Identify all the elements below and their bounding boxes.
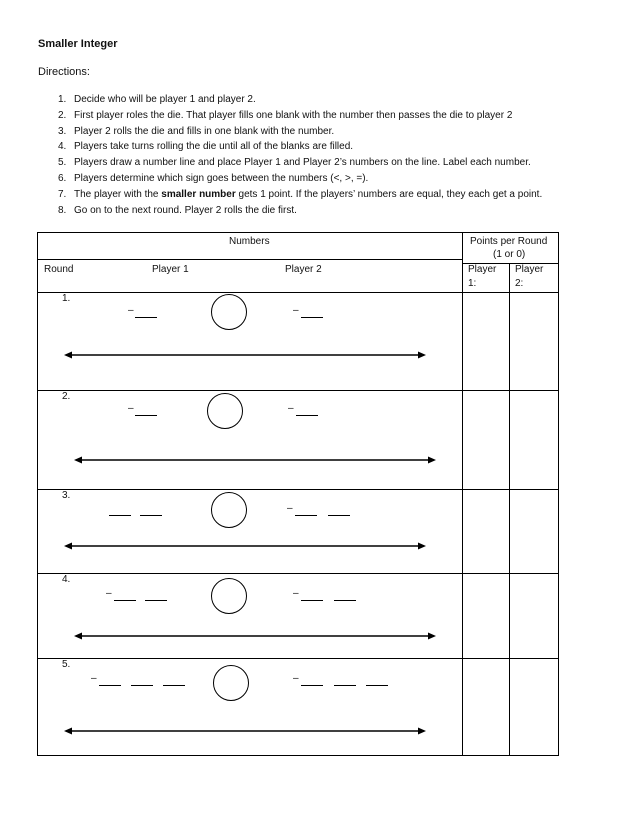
round-number: 1. [62,293,71,304]
direction-text: Players determine which sign goes between the numbers (<, >, =). [74,172,369,184]
direction-item [38,155,618,171]
comparison-sign-circle [211,492,247,528]
direction-text: Decide who will be player 1 and player 2. [74,94,256,105]
direction-text-after: gets 1 point. If the players’ numbers are equal, they each get a point. [235,188,543,200]
direction-number: 7. [58,188,67,200]
player2-blank [334,685,356,686]
points-player2-header: Player [515,264,544,275]
round-number: 4. [62,574,71,585]
points-player2-header-sub: 2: [515,278,524,289]
header-divider [38,259,462,260]
round-divider [38,390,558,391]
player2-blank [328,515,350,516]
player1-blank [140,515,162,516]
direction-item [38,187,618,203]
points-player1-header: Player [468,264,497,275]
direction-number: 5. [58,157,67,169]
direction-text: Players draw a number line and place Player 1 and Player 2’s numbers on the line. Label each number. [74,157,531,169]
direction-item [38,108,618,124]
player2-blank [366,685,388,686]
direction-text: Go on to the next round. Player 2 rolls the die first. [74,204,297,216]
player1-blank [109,515,131,516]
round-divider [38,573,558,574]
direction-item [38,203,618,219]
round-header: Round [44,264,74,275]
direction-number: 6. [58,172,67,184]
directions-list [38,92,618,218]
number-line [64,726,426,736]
negative-sign: – [91,673,97,684]
player1-header: Player 1 [152,264,189,275]
round-divider [38,489,558,490]
direction-number: 8. [58,204,67,216]
direction-item [38,92,618,108]
direction-number: 4. [58,141,67,153]
directions-label: Directions: [38,66,90,78]
numbers-points-divider [462,233,463,755]
direction-item [38,171,618,187]
player1-blank [99,685,121,686]
header-bottom-line [38,292,558,293]
player2-blank [334,600,356,601]
number-line [64,350,426,360]
negative-sign: – [106,588,112,599]
negative-sign: – [293,305,299,316]
direction-number: 1. [58,94,67,105]
direction-item [38,139,618,155]
player2-blank [296,415,318,416]
number-line [64,541,426,551]
direction-item [38,124,618,140]
player1-blank [163,685,185,686]
direction-text: Players take turns rolling the die until all of the blanks are filled. [74,141,354,153]
negative-sign: – [287,503,293,514]
negative-sign: – [128,305,134,316]
number-line [74,631,436,641]
player1-blank [135,317,157,318]
direction-emphasis: smaller number [161,188,236,200]
points-player1-header-sub: 1: [468,278,477,289]
round-number: 3. [62,490,71,501]
direction-text: Player 2 rolls the die and fills in one blank with the number. [74,125,335,137]
player1-blank [145,600,167,601]
comparison-sign-circle [207,393,243,429]
negative-sign: – [293,673,299,684]
player1-blank [131,685,153,686]
player1-blank [114,600,136,601]
round-number: 2. [62,391,71,402]
direction-text: First player roles the die. That player fills one blank with the number then passes the die to player 2 [74,109,513,121]
player2-blank [301,317,323,318]
points-header-sub: (1 or 0) [493,249,526,260]
points-player-divider [509,263,510,755]
direction-number: 3. [58,125,67,137]
negative-sign: – [288,403,294,414]
points-header: Points per Round [470,236,548,247]
numbers-header: Numbers [229,236,270,247]
negative-sign: – [293,588,299,599]
negative-sign: – [128,403,134,414]
comparison-sign-circle [211,294,247,330]
player2-header: Player 2 [285,264,322,275]
comparison-sign-circle [211,578,247,614]
direction-text-before: The player with the [74,188,162,200]
number-line [74,455,436,465]
player2-blank [295,515,317,516]
direction-number: 2. [58,109,67,121]
player1-blank [135,415,157,416]
player2-blank [301,685,323,686]
comparison-sign-circle [213,665,249,701]
worksheet-title: Smaller Integer [38,38,118,50]
game-table [37,232,559,756]
player2-blank [301,600,323,601]
round-number: 5. [62,659,71,670]
round-divider [38,658,558,659]
